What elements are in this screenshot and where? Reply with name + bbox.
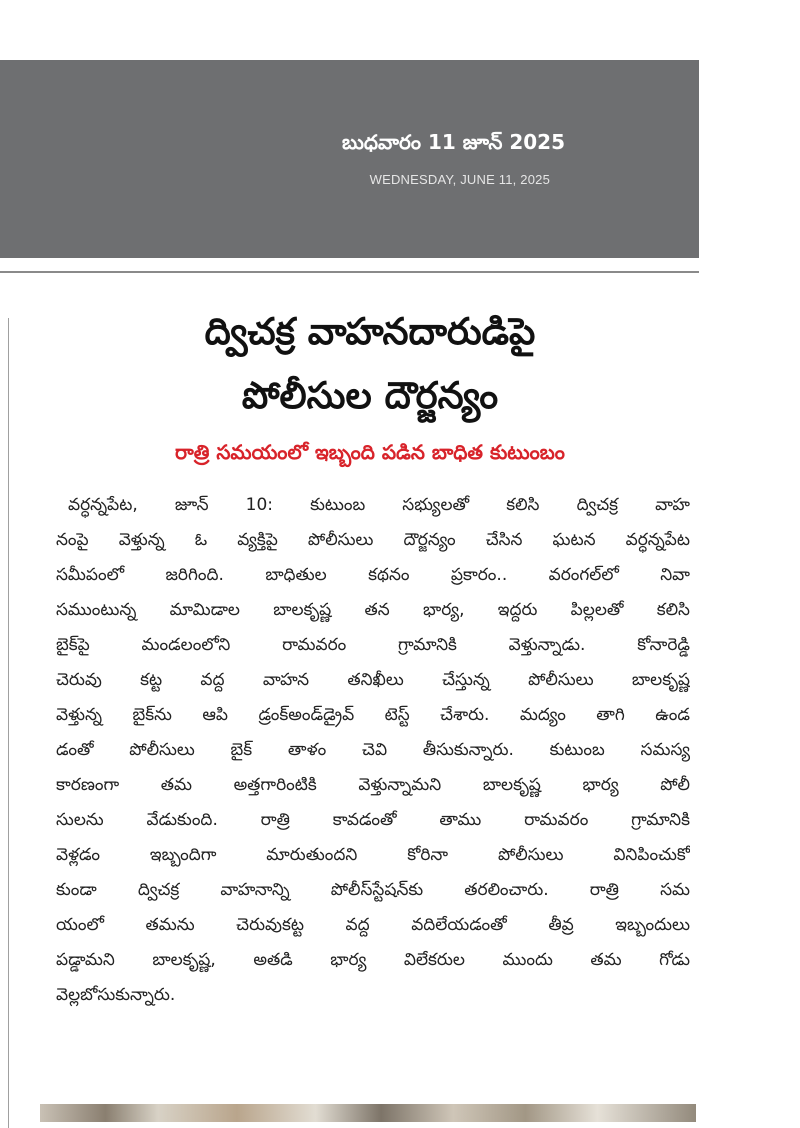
header-divider — [0, 271, 699, 273]
date-telugu: బుధవారం 11 జూన్ 2025 — [342, 130, 565, 154]
headline-line-1: ద్విచక్ర వాహనదారుడిపై — [204, 310, 536, 353]
body-line: కుండా ద్విచక్ర వాహనాన్ని పోలీస్‌స్టేషన్‌కు తరలించారు. రాత్రి సమ — [56, 880, 690, 900]
body-line: వర్ధన్నపేట, జూన్ 10: కుటుంబ సభ్యులతో కలిసి ద్విచక్ర వాహ — [68, 495, 690, 515]
body-line: సమీపంలో జరిగింది. బాధితుల కథనం ప్రకారం.. వరంగల్‌లో నివా — [56, 565, 690, 585]
body-line: యంలో తమను చెరువుకట్ట వద్ద వదిలేయడంతో తీవ్ర ఇబ్బందులు — [56, 915, 690, 935]
body-line: సముంటున్న మామిడాల బాలకృష్ణ తన భార్య, ఇద్దరు పిల్లలతో కలిసి — [56, 600, 690, 620]
body-line: డంతో పోలీసులు బైక్ తాళం చెవి తీసుకున్నారు. కుటుంబ సమస్య — [56, 740, 690, 760]
article-photo — [40, 1104, 696, 1122]
body-line: బైక్‌పై మండలంలోని రామవరం గ్రామానికి వెళ్తున్నాడు. కోనారెడ్డి — [56, 635, 690, 655]
headline-line-2: పోలీసుల దౌర్జన్యం — [241, 374, 499, 417]
date-header-band — [0, 60, 699, 258]
body-line: వెళ్లడం ఇబ్బందిగా మారుతుందని కోరినా పోలీసులు వినిపించుకో — [56, 845, 690, 865]
article-subheadline: రాత్రి సమయంలో ఇబ్బంది పడిన బాధిత కుటుంబం — [175, 440, 565, 464]
body-line: వెల్లబోసుకున్నారు. — [56, 985, 176, 1005]
body-line: చెరువు కట్ట వద్ద వాహన తనిఖీలు చేస్తున్న పోలీసులు బాలకృష్ణ — [56, 670, 690, 690]
body-line: కారణంగా తమ అత్తగారింటికి వెళ్తున్నామని బాలకృష్ణ భార్య పోలీ — [56, 775, 690, 795]
article-body — [56, 488, 690, 1013]
body-line: వెళ్తున్న బైక్‌ను ఆపి డ్రంక్‌అండ్‌డ్రైవ్ టెస్ట్ చేశారు. మద్యం తాగి ఉండ — [56, 705, 690, 725]
date-english: WEDNESDAY, JUNE 11, 2025 — [369, 172, 550, 187]
body-line: సులను వేడుకుంది. రాత్రి కావడంతో తాము రామవరం గ్రామానికి — [56, 810, 690, 830]
body-line: నంపై వెళ్తున్న ఓ వ్యక్తిపై పోలీసులు దౌర్జన్యం చేసిన ఘటన వర్ధన్నపేట — [56, 530, 690, 550]
body-line: పడ్డామని బాలకృష్ణ, అతడి భార్య విలేకరుల ముందు తమ గోడు — [56, 950, 690, 970]
article-headline — [50, 300, 690, 428]
column-divider — [8, 318, 9, 1128]
